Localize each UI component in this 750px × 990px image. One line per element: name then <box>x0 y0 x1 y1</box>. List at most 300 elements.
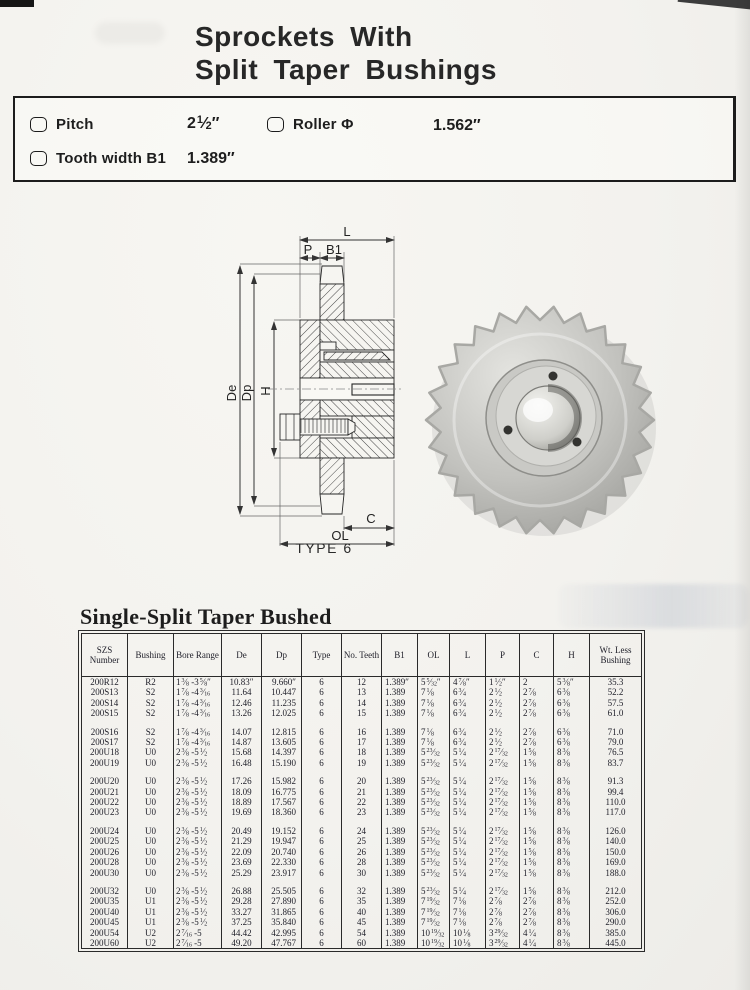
group-separator <box>82 719 642 727</box>
table-cell: U0 <box>128 747 174 757</box>
table-cell: 6 <box>302 698 342 708</box>
group-separator <box>82 818 642 826</box>
table-cell: $1^5⁄_8$ <box>520 836 554 846</box>
table-cell: 200U20 <box>82 776 128 786</box>
table-cell: $1^3⁄_8$ $-3^5⁄_8''$ <box>174 677 222 688</box>
table-cell: $8^3⁄_8$ <box>554 907 590 917</box>
table-cell: 6 <box>302 938 342 949</box>
table-cell: 44.42 <box>222 928 262 938</box>
print-bleed-artifact <box>558 584 748 628</box>
table-cell: 200U45 <box>82 917 128 927</box>
table-row <box>82 826 642 836</box>
table-cell: $2^{17}⁄_{32}$ <box>486 758 520 768</box>
table-cell: $10^{19}⁄_{32}$ <box>418 928 450 938</box>
table-cell: 1.389 <box>382 687 418 697</box>
table-row <box>82 807 642 817</box>
table-cell: 20 <box>342 776 382 786</box>
table-cell: $1^5⁄_8$ <box>520 747 554 757</box>
table-cell: U1 <box>128 907 174 917</box>
table-border <box>78 630 645 952</box>
table-cell: 25.505 <box>262 886 302 896</box>
table-cell: S2 <box>128 708 174 718</box>
table-cell: $1^5⁄_8$ <box>520 787 554 797</box>
table-cell: $2^{17}⁄_{32}$ <box>486 868 520 878</box>
sprocket-photo <box>420 300 665 545</box>
table-cell: $1^5⁄_8$ <box>520 797 554 807</box>
table-cell: 26 <box>342 847 382 857</box>
dim-label-B1: B1 <box>326 242 342 257</box>
spec-item-pitch <box>30 116 94 133</box>
table-cell: 140.0 <box>590 836 642 846</box>
table-cell: 99.4 <box>590 787 642 797</box>
table-cell: 6 <box>302 708 342 718</box>
table-cell: $5^1⁄_4$ <box>450 747 486 757</box>
table-cell: 40 <box>342 907 382 917</box>
table-cell: 2 <box>520 677 554 688</box>
bore-highlight <box>523 398 553 422</box>
table-cell: U0 <box>128 826 174 836</box>
table-cell: 200U24 <box>82 826 128 836</box>
table-cell: $7^{19}⁄_{32}$ <box>418 917 450 927</box>
table-row <box>82 928 642 938</box>
table-cell: $8^3⁄_8$ <box>554 747 590 757</box>
table-cell: 6 <box>302 907 342 917</box>
table-cell: $2^1⁄_2$ <box>486 687 520 697</box>
table-cell: S2 <box>128 737 174 747</box>
table-cell: 52.2 <box>590 687 642 697</box>
table-cell: 6 <box>302 747 342 757</box>
table-cell: 16.48 <box>222 758 262 768</box>
table-cell: $5^1⁄_4$ <box>450 776 486 786</box>
table-cell: $6^3⁄_8$ <box>554 687 590 697</box>
table-cell: U1 <box>128 917 174 927</box>
table-cell: 1.389 <box>382 727 418 737</box>
table-cell: 1.389 <box>382 758 418 768</box>
table-cell: $2^7⁄_8$ <box>520 727 554 737</box>
table-cell: 6 <box>302 787 342 797</box>
column-header: H <box>554 634 590 677</box>
table-row <box>82 758 642 768</box>
table-cell: 117.0 <box>590 807 642 817</box>
table-row <box>82 797 642 807</box>
scan-artifact-top-left <box>0 0 34 7</box>
table-cell: $5^{23}⁄_{32}$ <box>418 787 450 797</box>
bullet-icon <box>30 117 47 132</box>
table-cell: 12.815 <box>262 727 302 737</box>
table-cell: 6 <box>302 836 342 846</box>
spec-table <box>81 633 642 949</box>
table-cell: $1^5⁄_8$ <box>520 886 554 896</box>
table-cell: $6^3⁄_8$ <box>554 727 590 737</box>
table-cell: 10.447 <box>262 687 302 697</box>
table-cell: U0 <box>128 787 174 797</box>
table-cell: $8^3⁄_8$ <box>554 826 590 836</box>
table-cell: $5^1⁄_4$ <box>450 886 486 896</box>
table-cell: $7^1⁄_8$ <box>418 698 450 708</box>
table-row <box>82 698 642 708</box>
table-cell: $2^{17}⁄_{32}$ <box>486 826 520 836</box>
table-cell: $5^1⁄_4$ <box>450 797 486 807</box>
table-cell: $5^1⁄_4$ <box>450 857 486 867</box>
table-cell: $7^1⁄_8$ <box>418 737 450 747</box>
spec-value-tooth-width: 1.389″ <box>187 150 235 167</box>
table-cell: $2^3⁄_8$ $-5^1⁄_2$ <box>174 807 222 817</box>
table-cell: 200U30 <box>82 868 128 878</box>
table-cell: $5^1⁄_4$ <box>450 758 486 768</box>
table-cell: 17 <box>342 737 382 747</box>
table-cell: 200U23 <box>82 807 128 817</box>
table-row <box>82 787 642 797</box>
page-title-line1: Sprockets With <box>195 21 413 52</box>
table-cell: 1.389 <box>382 698 418 708</box>
table-cell: $3^{29}⁄_{32}$ <box>486 938 520 949</box>
table-cell: $2^1⁄_2$ <box>486 698 520 708</box>
table-cell: $5^{23}⁄_{32}$ <box>418 847 450 857</box>
table-cell: 45 <box>342 917 382 927</box>
table-cell: 25 <box>342 836 382 846</box>
dim-label-Dp: Dp <box>239 384 254 402</box>
table-cell: $2^3⁄_8$ $-5^1⁄_2$ <box>174 857 222 867</box>
table-cell: $6^3⁄_4$ <box>450 698 486 708</box>
table-cell: 14 <box>342 698 382 708</box>
table-row <box>82 907 642 917</box>
table-cell: $2^3⁄_8$ $-5^1⁄_2$ <box>174 836 222 846</box>
table-cell: $2^7⁄_8$ <box>520 708 554 718</box>
table-cell: $5^{23}⁄_{32}$ <box>418 747 450 757</box>
table-cell: $2^7⁄_8$ <box>520 737 554 747</box>
spec-value-pitch: $2^1⁄_2''$ <box>187 114 220 133</box>
table-cell: 200U19 <box>82 758 128 768</box>
table-cell: 19.947 <box>262 836 302 846</box>
table-cell: $2^{17}⁄_{32}$ <box>486 807 520 817</box>
table-cell: 18 <box>342 747 382 757</box>
table-cell: $6^3⁄_8$ <box>554 698 590 708</box>
group-separator <box>82 768 642 776</box>
table-cell: 6 <box>302 737 342 747</box>
table-cell: $8^3⁄_8$ <box>554 938 590 949</box>
table-cell: U0 <box>128 758 174 768</box>
table-cell: 18.09 <box>222 787 262 797</box>
table-cell: $6^3⁄_4$ <box>450 687 486 697</box>
table-cell: 20.740 <box>262 847 302 857</box>
dim-label-P: P <box>303 242 313 257</box>
table-cell: $4^1⁄_4$ <box>520 928 554 938</box>
spec-box <box>13 96 736 182</box>
table-cell: $2^1⁄_2$ <box>486 727 520 737</box>
table-cell: 6 <box>302 847 342 857</box>
table-cell: 1.389 <box>382 896 418 906</box>
table-cell: $7^1⁄_8$ <box>450 896 486 906</box>
table-cell: 9.660″ <box>262 677 302 688</box>
table-cell: $8^3⁄_8$ <box>554 836 590 846</box>
table-cell: $6^3⁄_4$ <box>450 737 486 747</box>
table-cell: 6 <box>302 917 342 927</box>
table-cell: 6 <box>302 886 342 896</box>
table-cell: $2^7⁄_8$ <box>520 896 554 906</box>
table-cell: 290.0 <box>590 917 642 927</box>
column-header: C <box>520 634 554 677</box>
table-cell: $5^5⁄_{32}''$ <box>418 677 450 688</box>
table-cell: 200U26 <box>82 847 128 857</box>
table-cell: 25.29 <box>222 868 262 878</box>
table-cell: $1^7⁄_8$ $-4^3⁄_{16}$ <box>174 687 222 697</box>
bolt-hole <box>573 438 582 447</box>
table-cell: $5^{23}⁄_{32}$ <box>418 886 450 896</box>
table-cell: $2^{17}⁄_{32}$ <box>486 857 520 867</box>
table-cell: 6 <box>302 868 342 878</box>
table-cell: $4^1⁄_4$ <box>520 938 554 949</box>
table-cell: $2^3⁄_8$ $-5^1⁄_2$ <box>174 776 222 786</box>
dim-label-H: H <box>258 386 273 396</box>
table-cell: 6 <box>302 687 342 697</box>
table-cell: $1^7⁄_8$ $-4^3⁄_{16}$ <box>174 708 222 718</box>
table-cell: $5^{23}⁄_{32}$ <box>418 826 450 836</box>
table-cell: $8^3⁄_8$ <box>554 807 590 817</box>
table-cell: $5^{23}⁄_{32}$ <box>418 758 450 768</box>
spec-item-tooth-width <box>30 150 166 167</box>
table-cell: $5^1⁄_4$ <box>450 807 486 817</box>
table-cell: 6 <box>302 776 342 786</box>
table-cell: 12.46 <box>222 698 262 708</box>
table-cell: 200U18 <box>82 747 128 757</box>
table-cell: $1^1⁄_2''$ <box>486 677 520 688</box>
table-cell: $6^3⁄_4$ <box>450 708 486 718</box>
table-cell: 15.982 <box>262 776 302 786</box>
table-cell: $8^3⁄_8$ <box>554 758 590 768</box>
table-cell: 16.775 <box>262 787 302 797</box>
table-cell: 212.0 <box>590 886 642 896</box>
table-cell: $2^{17}⁄_{32}$ <box>486 747 520 757</box>
column-header: No. Teeth <box>342 634 382 677</box>
table-cell: 15.190 <box>262 758 302 768</box>
table-cell: 169.0 <box>590 857 642 867</box>
column-header: L <box>450 634 486 677</box>
table-row <box>82 776 642 786</box>
dim-label-L: L <box>343 226 351 239</box>
section-title: Single-Split Taper Bushed <box>80 604 332 630</box>
table-cell: U0 <box>128 776 174 786</box>
table-cell: $5^1⁄_4$ <box>450 787 486 797</box>
table-cell: 1.389 <box>382 737 418 747</box>
table-cell: $6^3⁄_8$ <box>554 708 590 718</box>
column-header: Bushing <box>128 634 174 677</box>
table-cell: $7^{19}⁄_{32}$ <box>418 896 450 906</box>
table-cell: U0 <box>128 857 174 867</box>
table-cell: 6 <box>302 826 342 836</box>
table-cell: $5^{23}⁄_{32}$ <box>418 868 450 878</box>
table-cell: 22.09 <box>222 847 262 857</box>
page-title <box>195 20 497 86</box>
table-cell: U2 <box>128 928 174 938</box>
table-cell: 21.29 <box>222 836 262 846</box>
table-cell: $5^1⁄_4$ <box>450 868 486 878</box>
table-cell: 61.0 <box>590 708 642 718</box>
table-cell: 20.49 <box>222 826 262 836</box>
table-cell: 71.0 <box>590 727 642 737</box>
table-cell: U0 <box>128 847 174 857</box>
table-cell: $2^3⁄_8$ $-5^1⁄_2$ <box>174 787 222 797</box>
table-cell: $7^1⁄_8$ <box>418 727 450 737</box>
table-row <box>82 677 642 688</box>
table-cell: 200S17 <box>82 737 128 747</box>
table-row <box>82 708 642 718</box>
table-cell: U0 <box>128 868 174 878</box>
table-cell: 110.0 <box>590 797 642 807</box>
table-cell: 306.0 <box>590 907 642 917</box>
table-row <box>82 847 642 857</box>
sprocket-section <box>268 266 404 514</box>
table-cell: 22 <box>342 797 382 807</box>
table-cell: $8^3⁄_8$ <box>554 847 590 857</box>
table-cell: 1.389 <box>382 847 418 857</box>
table-row <box>82 896 642 906</box>
table-cell: $8^3⁄_8$ <box>554 857 590 867</box>
bolt-hole <box>504 426 513 435</box>
table-cell: 49.20 <box>222 938 262 949</box>
table-cell: $2^7⁄_8$ <box>520 907 554 917</box>
scan-smudge <box>95 22 165 44</box>
scan-edge-shadow <box>734 0 750 990</box>
table-cell: 13 <box>342 687 382 697</box>
table-cell: 79.0 <box>590 737 642 747</box>
table-cell: $2^{17}⁄_{32}$ <box>486 776 520 786</box>
spec-item-roller <box>267 116 354 133</box>
table-cell: 31.865 <box>262 907 302 917</box>
column-header: SZS Number <box>82 634 128 677</box>
table-cell: $2^3⁄_8$ $-5^1⁄_2$ <box>174 847 222 857</box>
column-header: P <box>486 634 520 677</box>
table-cell: 23.917 <box>262 868 302 878</box>
dim-label-OL: OL <box>331 528 349 543</box>
table-cell: 37.25 <box>222 917 262 927</box>
table-cell: $2^1⁄_2$ <box>486 737 520 747</box>
table-cell: $5^{23}⁄_{32}$ <box>418 807 450 817</box>
table-cell: 1.389 <box>382 907 418 917</box>
table-cell: 200U21 <box>82 787 128 797</box>
table-cell: 19 <box>342 758 382 768</box>
table-cell: 21 <box>342 787 382 797</box>
table-cell: $10^{19}⁄_{32}$ <box>418 938 450 949</box>
table-row <box>82 857 642 867</box>
table-cell: 6 <box>302 857 342 867</box>
table-row <box>82 687 642 697</box>
dim-label-De: De <box>224 384 239 402</box>
table-cell: $8^3⁄_8$ <box>554 886 590 896</box>
table-cell: 1.389 <box>382 708 418 718</box>
table-cell: $4^7⁄_8''$ <box>450 677 486 688</box>
table-cell: $2^3⁄_8$ $-5^1⁄_2$ <box>174 886 222 896</box>
table-cell: S2 <box>128 727 174 737</box>
table-cell: $5^1⁄_4$ <box>450 826 486 836</box>
table-cell: 6 <box>302 807 342 817</box>
table-cell: $10^1⁄_8$ <box>450 928 486 938</box>
table-cell: $5^{23}⁄_{32}$ <box>418 776 450 786</box>
table-cell: 1.389 <box>382 857 418 867</box>
table-cell: 35.3 <box>590 677 642 688</box>
dimension-diagram <box>224 226 424 548</box>
table-cell: $2^7⁄_{16}$ -5 <box>174 938 222 949</box>
table-cell: 1.389 <box>382 886 418 896</box>
table-cell: $2^7⁄_8$ <box>486 917 520 927</box>
dim-label-C: C <box>366 511 376 526</box>
table-cell: $2^3⁄_8$ $-5^1⁄_2$ <box>174 747 222 757</box>
table-cell: 22.330 <box>262 857 302 867</box>
column-header: Wt. Less Bushing <box>590 634 642 677</box>
table-cell: 445.0 <box>590 938 642 949</box>
table-cell: 150.0 <box>590 847 642 857</box>
table-cell: $8^3⁄_8$ <box>554 917 590 927</box>
table-cell: $6^3⁄_4$ <box>450 727 486 737</box>
table-cell: 188.0 <box>590 868 642 878</box>
table-cell: 1.389 <box>382 807 418 817</box>
table-cell: 1.389 <box>382 928 418 938</box>
table-cell: 13.26 <box>222 708 262 718</box>
table-cell: 6 <box>302 758 342 768</box>
spec-label-pitch: Pitch <box>56 116 94 133</box>
table-cell: 19.69 <box>222 807 262 817</box>
spec-label-roller: Roller Φ <box>293 116 354 133</box>
table-cell: $2^{17}⁄_{32}$ <box>486 787 520 797</box>
table-cell: 1.389″ <box>382 677 418 688</box>
table-cell: $8^3⁄_8$ <box>554 928 590 938</box>
table-cell: $1^5⁄_8$ <box>520 857 554 867</box>
table-cell: 200R12 <box>82 677 128 688</box>
table-cell: 30 <box>342 868 382 878</box>
table-cell: 200S13 <box>82 687 128 697</box>
table-cell: 24 <box>342 826 382 836</box>
table-cell: 200U60 <box>82 938 128 949</box>
page-title-line2: Split Taper Bushings <box>195 54 497 85</box>
table-row <box>82 737 642 747</box>
table-cell: $1^5⁄_8$ <box>520 826 554 836</box>
table-cell: 6 <box>302 928 342 938</box>
table-row <box>82 868 642 878</box>
table-cell: $1^5⁄_8$ <box>520 868 554 878</box>
table-cell: $2^{17}⁄_{32}$ <box>486 836 520 846</box>
bolt-hole <box>549 372 558 381</box>
table-cell: 19.152 <box>262 826 302 836</box>
table-cell: 200U32 <box>82 886 128 896</box>
table-cell: 200U25 <box>82 836 128 846</box>
table-cell: 27.890 <box>262 896 302 906</box>
table-cell: $7^{19}⁄_{32}$ <box>418 907 450 917</box>
table-cell: 12.025 <box>262 708 302 718</box>
table-cell: 91.3 <box>590 776 642 786</box>
table-cell: $2^7⁄_8$ <box>486 896 520 906</box>
table-cell: 200U40 <box>82 907 128 917</box>
table-cell: $1^5⁄_8$ <box>520 776 554 786</box>
table-cell: 11.64 <box>222 687 262 697</box>
table-cell: $8^3⁄_8$ <box>554 776 590 786</box>
table-cell: $2^3⁄_8$ $-5^1⁄_2$ <box>174 868 222 878</box>
column-header: Bore Range <box>174 634 222 677</box>
table-cell: 15.68 <box>222 747 262 757</box>
table-cell: 385.0 <box>590 928 642 938</box>
table-cell: $2^{17}⁄_{32}$ <box>486 797 520 807</box>
table-cell: $2^{17}⁄_{32}$ <box>486 886 520 896</box>
table-cell: $5^{23}⁄_{32}$ <box>418 836 450 846</box>
table-cell: 200S15 <box>82 708 128 718</box>
table-cell: 28 <box>342 857 382 867</box>
table-cell: 1.389 <box>382 917 418 927</box>
table-cell: 6 <box>302 727 342 737</box>
table-cell: $2^3⁄_8$ $-5^1⁄_2$ <box>174 758 222 768</box>
table-cell: $1^5⁄_8$ <box>520 758 554 768</box>
table-cell: 6 <box>302 677 342 688</box>
spec-value-roller: 1.562″ <box>433 117 481 134</box>
table-cell: $2^7⁄_8$ <box>520 687 554 697</box>
table-cell: 1.389 <box>382 938 418 949</box>
